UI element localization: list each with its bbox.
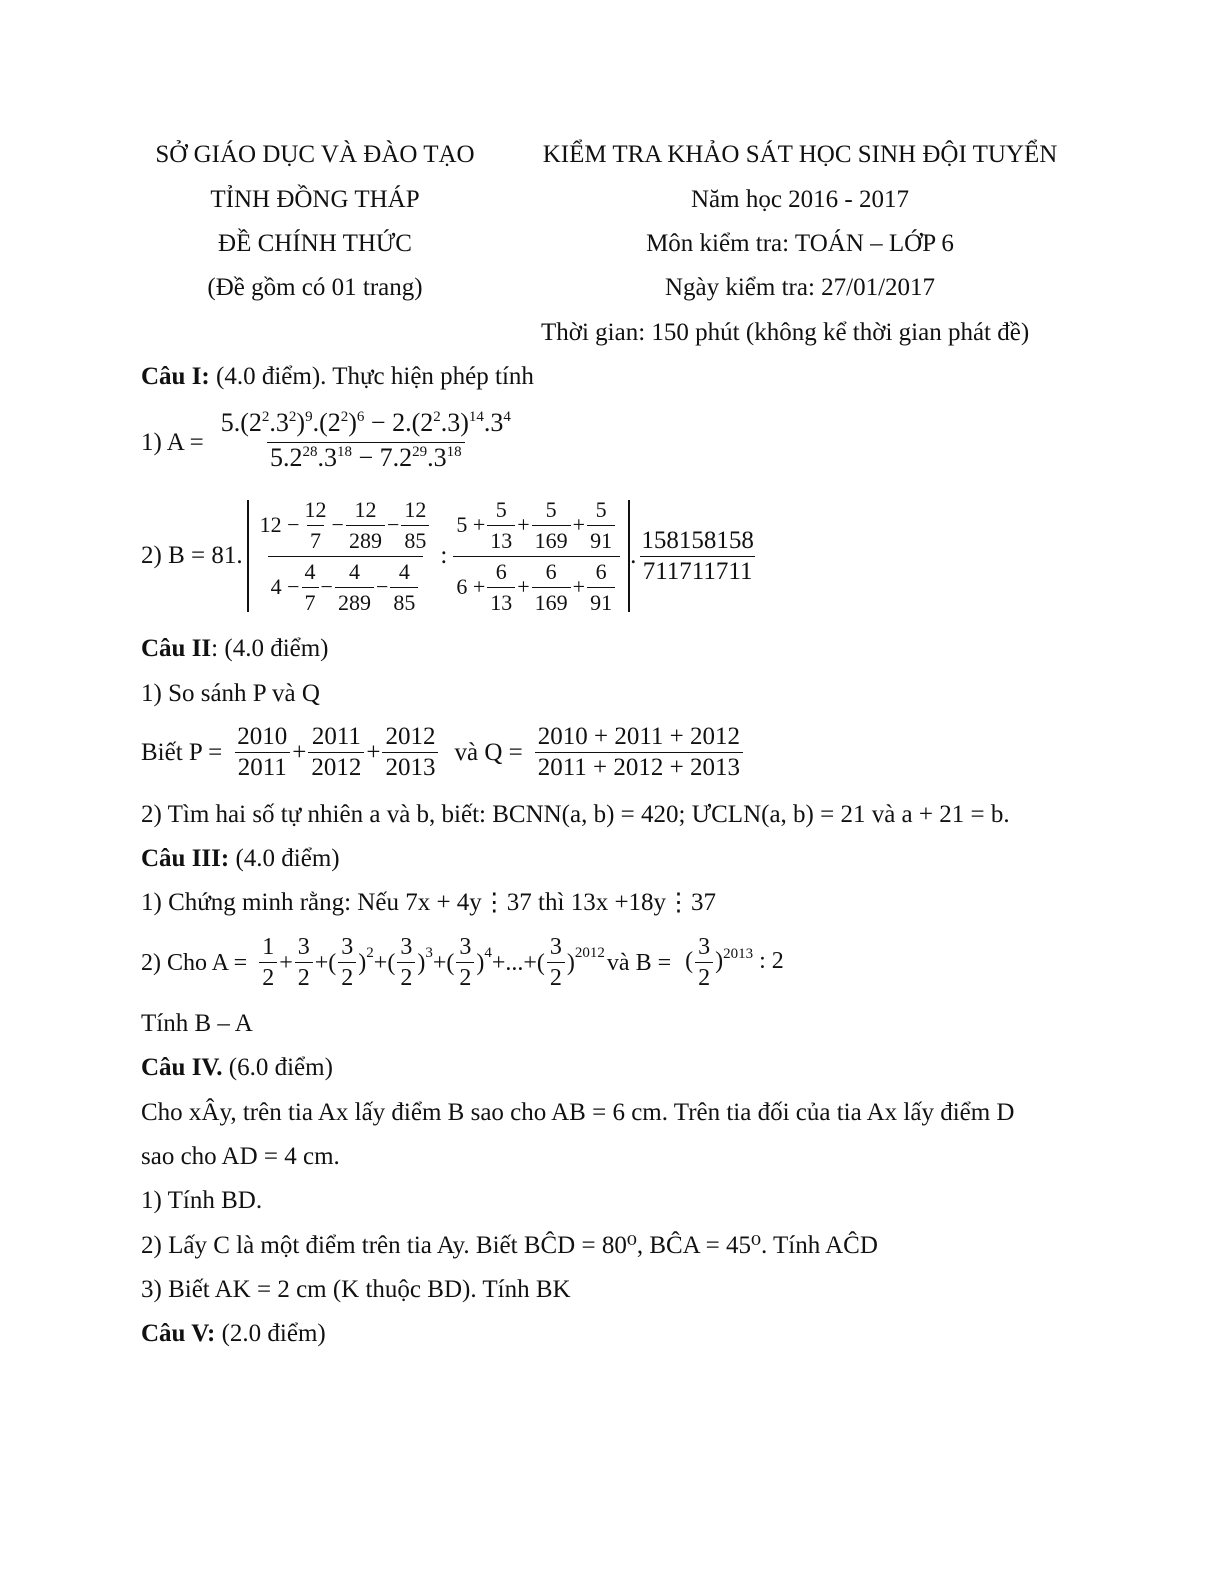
question-4-line-4: 2) Lấy C là một điểm trên tia Ay. Biết BĈD = 80⁰, BĈA = 45⁰. Tính AĈD — [141, 1232, 878, 1259]
question-4-line-2: sao cho AD = 4 cm. — [141, 1143, 340, 1170]
header-right-4: Ngày kiểm tra: 27/01/2017 — [664, 274, 936, 301]
question-2-part-2: 2) Tìm hai số tự nhiên a và b, biết: BCNN(a, b) = 420; ƯCLN(a, b) = 21 và a + 21 = b. — [141, 801, 1010, 828]
question-4-line-1: Cho xÂy, trên tia Ax lấy điểm B sao cho AB = 6 cm. Trên tia đối của tia Ax lấy điểm D — [141, 1099, 1015, 1126]
expression-p-q: Biết P = $\frac{2010}{2011}$ + $\frac{2011}{2012}$ + $\frac{2012}{2013}$ và Q = $\frac{2010 + 2011 + 2012}{2011 + 2012 + 2013}$ — [141, 722, 745, 783]
header-left-1: SỞ GIÁO DỤC VÀ ĐÀO TẠO — [155, 141, 475, 168]
header-left-2: TỈNH ĐỒNG THÁP — [210, 186, 420, 213]
question-2-heading: Câu II: (4.0 điểm) — [141, 635, 329, 662]
header-left-4: (Đề gồm có 01 trang) — [207, 274, 423, 301]
header-right-3: Môn kiểm tra: TOÁN – LỚP 6 — [646, 230, 954, 257]
header-right-1: KIỂM TRA KHẢO SÁT HỌC SINH ĐỘI TUYỂN — [542, 141, 1058, 168]
question-4-line-3: 1) Tính BD. — [141, 1187, 263, 1214]
header-left-3: ĐỀ CHÍNH THỨC — [218, 230, 412, 257]
question-2-part-1: 1) So sánh P và Q — [141, 680, 320, 707]
expression-b: 2) B = 81. 12 − $\frac{12}{7}$ − $\frac{12}{289}$ − $\frac{12}{85}$ 4 − $\frac{4}{7}$ − $\frac{4}{289}$ − $\frac{4}{85}$ : 5 + $\frac{5}{13}$ + $\frac{5}{169}$ + $\frac{5}{91}$ 6 + $\frac{6}{13}$ + $\frac{6}{169}$ + $\frac{6}{91}$ . $\frac{158158158}{711711711}$ — [141, 500, 759, 612]
expression-a: 1) A = $\frac{5.(2^2.3^2)^9.(2^2)^6 - 2.(2^2.3)^{14}.3^4}{5.2^{28}.3^{18} - 7.2^{29}.3^{18}}$ — [141, 408, 516, 477]
question-3-part-1: 1) Chứng minh rằng: Nếu 7x + 4y⋮37 thì 13x +18y⋮37 — [141, 889, 717, 916]
question-1-heading: Câu I: (4.0 điểm). Thực hiện phép tính — [141, 363, 534, 390]
question-5-heading: Câu V: (2.0 điểm) — [141, 1320, 326, 1347]
question-3-heading: Câu III: (4.0 điểm) — [141, 845, 340, 872]
header-time: Thời gian: 150 phút (không kể thời gian phát đề) — [541, 319, 1030, 346]
expression-a-b-sum: 2) Cho A = $\frac{1}{2}$ + $\frac{3}{2}$ +( $\frac{3}{2}$ ) $^2$ +( $\frac{3}{2}$ ) $^3$ +( $\frac{3}{2}$ ) $^4$ +...+( $\frac{3}{2}$ ) $^{2012}$ và B = ( $\frac{3}{2}$ )$^{2013}$ : 2 — [141, 934, 784, 991]
expression-a-fraction: $\frac{5.(2^2.3^2)^9.(2^2)^6 - 2.(2^2.3)^{14}.3^4}{5.2^{28}.3^{18} - 7.2^{29}.3^{18}}$ — [218, 408, 514, 477]
question-3-part-3: Tính B – A — [141, 1010, 253, 1037]
question-4-line-5: 3) Biết AK = 2 cm (K thuộc BD). Tính BK — [141, 1276, 571, 1303]
expression-b-bracket: 12 − $\frac{12}{7}$ − $\frac{12}{289}$ − $\frac{12}{85}$ 4 − $\frac{4}{7}$ − $\frac{4}{289}$ − $\frac{4}{85}$ : 5 + $\frac{5}{13}$ + $\frac{5}{169}$ + $\frac{5}{91}$ 6 + $\frac{6}{13}$ + $\frac{6}{169}$ + $\frac{6}{91}$ — [247, 500, 630, 612]
question-4-heading: Câu IV. (6.0 điểm) — [141, 1054, 333, 1081]
header-right-2: Năm học 2016 - 2017 — [690, 186, 910, 213]
